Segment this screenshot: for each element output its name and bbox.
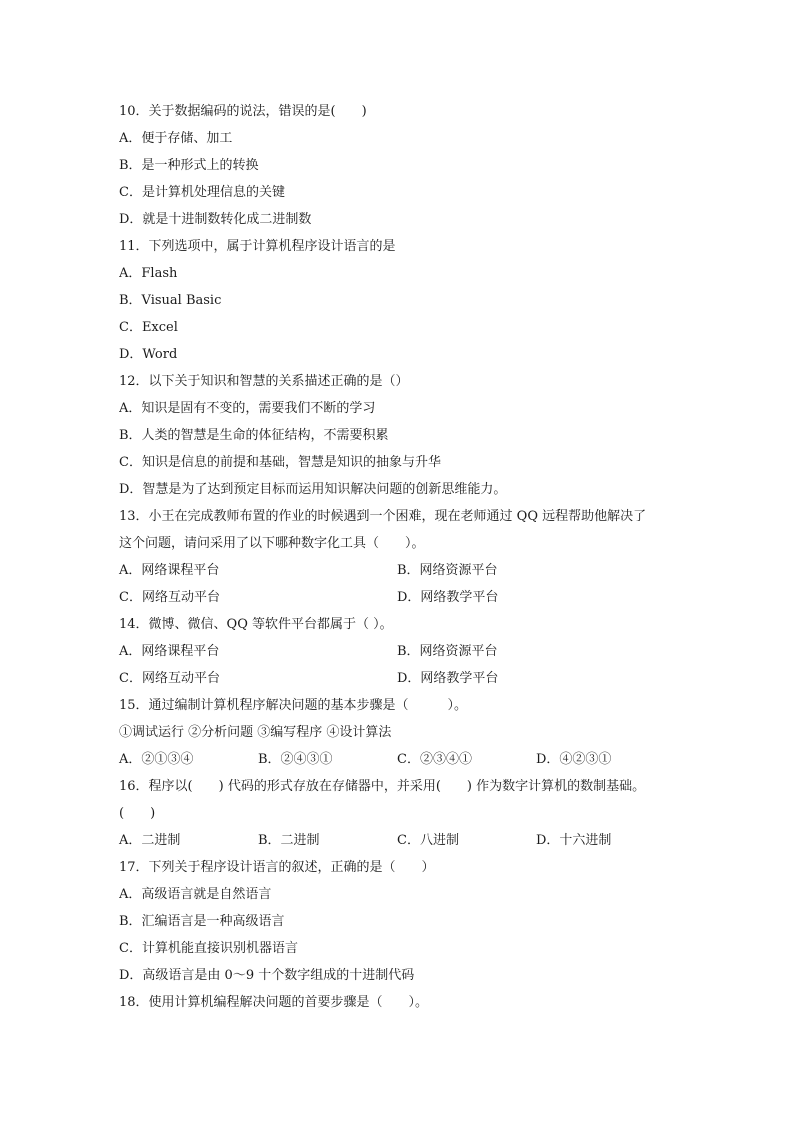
question-stem: 11．下列选项中，属于计算机程序设计语言的是	[119, 239, 396, 254]
option-a: A．知识是固有不变的，需要我们不断的学习	[119, 401, 376, 416]
question-q13	[119, 503, 679, 611]
option-c: C．是计算机处理信息的关键	[119, 185, 285, 200]
question-q15	[119, 692, 679, 773]
option-d: D．④②③①	[536, 752, 612, 767]
question-q10	[119, 98, 679, 233]
option-b: B．汇编语言是一种高级语言	[119, 914, 285, 929]
question-stem: 18．使用计算机编程解决问题的首要步骤是（ ）。	[119, 995, 429, 1010]
option-d: D．就是十进制数转化成二进制数	[119, 212, 312, 227]
option-d: D．十六进制	[536, 833, 612, 848]
question-stem-continued: ①调试运行 ②分析问题 ③编写程序 ④设计算法	[119, 725, 392, 740]
option-a: A．网络课程平台	[119, 563, 220, 578]
option-d: D．网络教学平台	[397, 671, 499, 686]
question-stem: 13．小王在完成教师布置的作业的时候遇到一个困难，现在老师通过 QQ 远程帮助他解决了	[119, 509, 647, 524]
options-grid	[119, 827, 679, 854]
question-stem: 14．微博、微信、QQ 等软件平台都属于（ ）。	[119, 617, 393, 632]
question-stem-continued: 这个问题，请问采用了以下哪种数字化工具（ ）。	[119, 536, 425, 551]
option-b: B．人类的智慧是生命的体征结构，不需要积累	[119, 428, 389, 443]
option-a: A．②①③④	[119, 752, 194, 767]
option-c: C．②③④①	[397, 752, 472, 767]
option-c: C．网络互动平台	[119, 671, 220, 686]
question-q12	[119, 368, 679, 503]
option-c: C．网络互动平台	[119, 590, 220, 605]
question-q17	[119, 854, 679, 989]
option-b: B．是一种形式上的转换	[119, 158, 259, 173]
option-b: B．二进制	[258, 833, 320, 848]
option-c: C．知识是信息的前提和基础，智慧是知识的抽象与升华	[119, 455, 441, 470]
option-d: D．高级语言是由 0～9 十个数字组成的十进制代码	[119, 968, 415, 983]
option-a: A．高级语言就是自然语言	[119, 887, 272, 902]
options-grid	[119, 557, 679, 611]
option-d: D．网络教学平台	[397, 590, 499, 605]
option-a: A．网络课程平台	[119, 644, 220, 659]
option-b: B．②④③①	[258, 752, 333, 767]
option-a: A．便于存储、加工	[119, 131, 233, 146]
question-stem: 12．以下关于知识和智慧的关系描述正确的是（）	[119, 374, 409, 389]
option-b: B．Visual Basic	[119, 293, 222, 308]
question-q14	[119, 611, 679, 692]
question-stem: 10．关于数据编码的说法，错误的是( )	[119, 104, 367, 119]
option-d: D．Word	[119, 347, 178, 362]
option-a: A．Flash	[119, 266, 178, 281]
options-grid	[119, 746, 679, 773]
question-q18	[119, 989, 679, 1016]
question-stem: 15．通过编制计算机程序解决问题的基本步骤是（ ）。	[119, 698, 468, 713]
option-b: B．网络资源平台	[397, 563, 498, 578]
question-stem: 16．程序以( ) 代码的形式存放在存储器中，并采用( ) 作为数字计算机的数制基础。	[119, 779, 646, 794]
option-c: C．八进制	[397, 833, 459, 848]
option-c: C．Excel	[119, 320, 178, 335]
question-list	[119, 98, 679, 1016]
question-stem: 17．下列关于程序设计语言的叙述，正确的是（ ）	[119, 860, 435, 875]
option-d: D．智慧是为了达到预定目标而运用知识解决问题的创新思维能力。	[119, 482, 507, 497]
question-q11	[119, 233, 679, 368]
option-c: C．计算机能直接识别机器语言	[119, 941, 298, 956]
option-a: A．二进制	[119, 833, 181, 848]
option-b: B．网络资源平台	[397, 644, 498, 659]
question-stem-continued: ( )	[119, 806, 156, 821]
question-q16	[119, 773, 679, 854]
options-grid	[119, 638, 679, 692]
